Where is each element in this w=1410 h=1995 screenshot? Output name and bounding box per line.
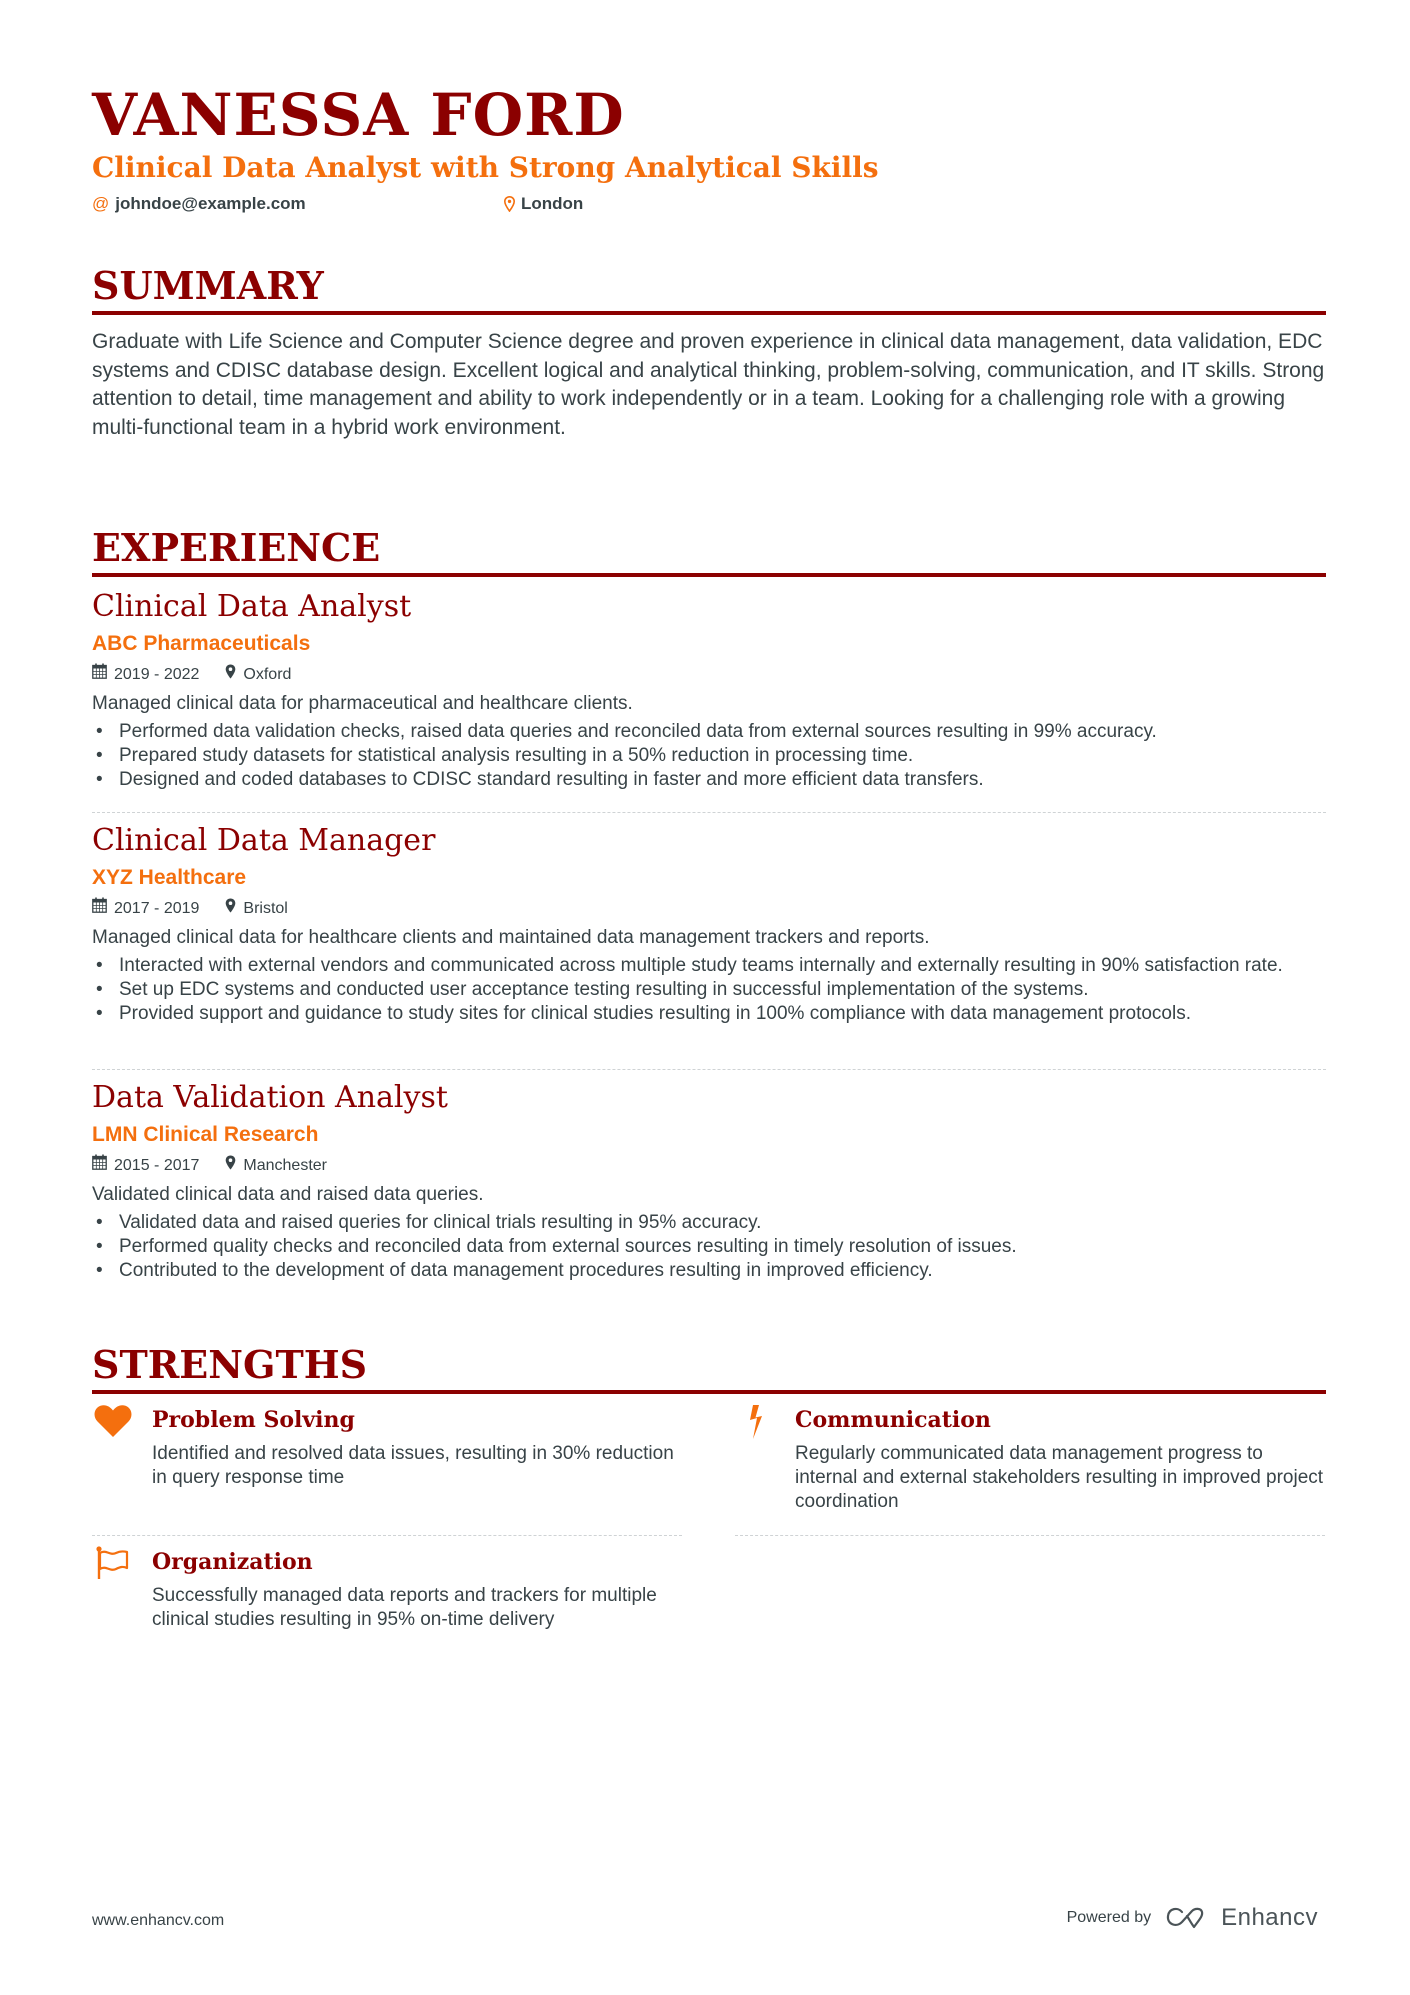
job-bullets [92,954,1326,1026]
powered-by [1067,1904,1318,1932]
summary-divider [92,311,1326,315]
job-location: Oxford [225,663,291,687]
strength-separator [92,1535,682,1536]
job-title: Data Validation Analyst [92,1080,448,1115]
bullet-item: • Contributed to the development of data management procedures resulting in improved efficiency. [92,1259,1326,1283]
strength-title: Problem Solving [152,1407,355,1433]
job-dates: 2015 - 2017 [92,1154,199,1178]
job-meta [92,663,1326,687]
bullet-item: • Provided support and guidance to study sites for clinical studies resulting in 100% compliance with data management protocols. [92,1002,1326,1026]
map-pin-icon [225,663,236,687]
map-pin-icon [504,196,515,212]
candidate-name: VANESSA FORD [92,81,625,149]
map-pin-icon [225,1154,236,1178]
bullet-item: • Performed data validation checks, raised data queries and reconciled data from external sources resulting in 99% accuracy. [92,720,1326,744]
strengths-divider [92,1390,1326,1394]
experience-entry [92,1078,1326,1283]
entry-separator [92,812,1326,813]
company-name: XYZ Healthcare [92,866,247,889]
job-meta [92,1154,1326,1178]
enhancv-logo[interactable] [1165,1904,1318,1932]
bullet-item: • Prepared study datasets for statistical analysis resulting in a 50% reduction in processing time. [92,744,1326,768]
job-bullets [92,720,1326,792]
calendar-icon [92,663,107,687]
job-description: Managed clinical data for pharmaceutical and healthcare clients. [92,693,633,714]
experience-divider [92,573,1326,577]
heart-icon [92,1404,134,1440]
lightning-bolt-icon [735,1404,777,1440]
bullet-item: • Designed and coded databases to CDISC standard resulting in faster and more efficient data transfers. [92,768,1326,792]
location-text: London [521,194,584,213]
job-bullets [92,1211,1326,1283]
experience-entry [92,821,1326,1026]
at-icon: @ [92,194,110,213]
company-name: LMN Clinical Research [92,1123,319,1146]
company-name: ABC Pharmaceuticals [92,632,311,655]
strength-separator [735,1535,1325,1536]
contact-location [504,194,583,214]
strength-description: Identified and resolved data issues, resulting in 30% reduction in query response time [152,1443,674,1488]
strengths-heading: STRENGTHS [92,1342,368,1387]
bullet-item: • Interacted with external vendors and communicated across multiple study teams internally and externally resulting in 90% satisfaction rate. [92,954,1326,978]
job-location: Manchester [225,1154,327,1178]
brand-name: Enhancv [1221,1904,1318,1931]
job-description: Validated clinical data and raised data queries. [92,1184,484,1205]
job-dates: 2017 - 2019 [92,897,199,921]
summary-text: Graduate with Life Science and Computer Science degree and proven experience in clinical data management, data validation, EDC systems and CDISC database design. Excellent logical and analytical thinking, problem-solving, communication, and IT skills. Strong attention to detail, time management and ability to work independently or in a team. Looking for a challenging role with a growing multi-functional team in a hybrid work environment. [92,330,1325,440]
job-location: Bristol [225,897,287,921]
job-title: Clinical Data Analyst [92,589,412,624]
experience-entry [92,587,1326,792]
entry-separator [92,1069,1326,1070]
map-pin-icon [225,897,236,921]
contact-email[interactable] [92,194,306,214]
strength-description: Successfully managed data reports and trackers for multiple clinical studies resulting in 95% on-time delivery [152,1585,657,1630]
powered-by-label: Powered by [1066,1909,1152,1926]
flag-icon [92,1546,134,1582]
bullet-item: • Set up EDC systems and conducted user acceptance testing resulting in successful implementation of the systems. [92,978,1326,1002]
website-link[interactable]: www.enhancv.com [92,1912,225,1929]
calendar-icon [92,897,107,921]
summary-heading: SUMMARY [92,263,324,308]
job-title: Clinical Data Manager [92,823,436,858]
strength-description: Regularly communicated data management progress to internal and external stakeholders resulting in improved project coordination [795,1443,1324,1512]
job-description: Managed clinical data for healthcare clients and maintained data management trackers and reports. [92,927,930,948]
job-dates: 2019 - 2022 [92,663,199,687]
bullet-item: • Validated data and raised queries for clinical trials resulting in 95% accuracy. [92,1211,1326,1235]
contact-row [92,194,1326,216]
strength-title: Communication [795,1407,991,1433]
job-meta [92,897,1326,921]
calendar-icon [92,1154,107,1178]
email-text: johndoe@example.com [115,194,306,213]
experience-heading: EXPERIENCE [92,525,381,570]
bullet-item: • Performed quality checks and reconciled data from external sources resulting in timely resolution of issues. [92,1235,1326,1259]
enhancv-logo-icon [1165,1906,1211,1930]
strength-title: Organization [152,1549,313,1575]
candidate-headline: Clinical Data Analyst with Strong Analytical Skills [92,151,879,184]
